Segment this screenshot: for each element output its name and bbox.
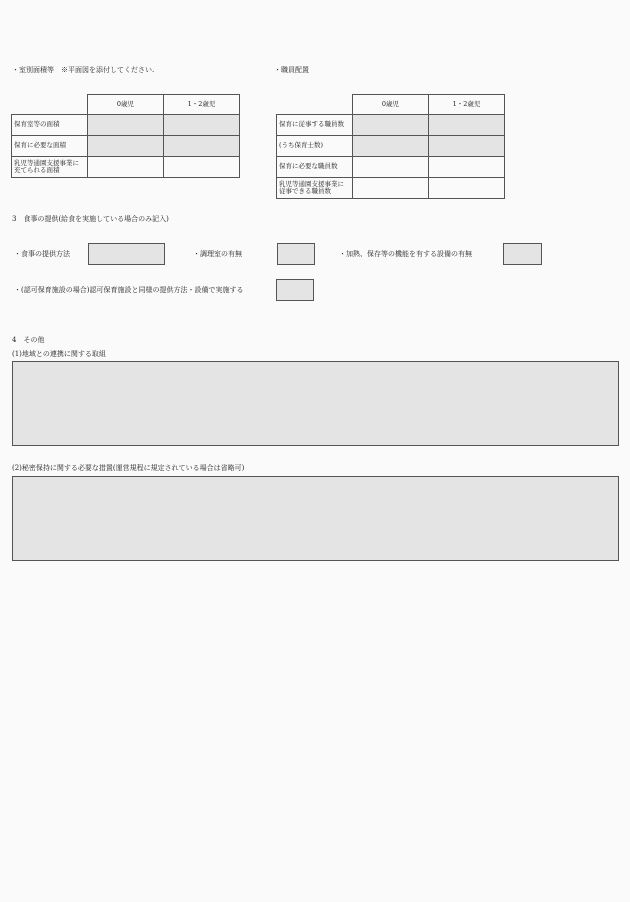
column-header-age0: 0歳児	[353, 95, 429, 115]
input-cell-support-staff-age12[interactable]	[429, 178, 505, 199]
meal-section-heading: 3 食事の提供(給食を実施している場合のみ記入)	[12, 215, 169, 223]
input-cell-room-area-age0[interactable]	[88, 115, 164, 136]
table-corner	[12, 95, 88, 115]
staff-section-heading: ・職員配置	[274, 66, 309, 74]
row-label-required-staff: 保育に必要な職員数	[277, 157, 353, 178]
staff-table	[276, 94, 505, 199]
row-label-support-area: 乳児等通園支援事業に充てられる面積	[12, 157, 88, 178]
meal-method-input[interactable]	[88, 243, 165, 265]
input-cell-nursery-teachers-age0[interactable]	[353, 136, 429, 157]
confidentiality-textarea[interactable]	[12, 476, 619, 561]
area-table	[11, 94, 240, 178]
community-cooperation-label: (1)地域との連携に関する取組	[12, 350, 106, 358]
area-section-heading: ・室別面積等 ※平面図を添付してください.	[12, 66, 155, 74]
certified-facility-input[interactable]	[276, 279, 314, 301]
input-cell-support-staff-age0[interactable]	[353, 178, 429, 199]
kitchen-label: ・調理室の有無	[193, 250, 242, 258]
input-cell-required-area-age12[interactable]	[164, 136, 240, 157]
table-corner	[277, 95, 353, 115]
row-label-required-area: 保育に必要な面積	[12, 136, 88, 157]
row-label-nursery-teachers: (うち保育士数)	[277, 136, 353, 157]
input-cell-nursery-teachers-age12[interactable]	[429, 136, 505, 157]
row-label-childcare-staff: 保育に従事する職員数	[277, 115, 353, 136]
input-cell-support-area-age12[interactable]	[164, 157, 240, 178]
input-cell-required-staff-age12[interactable]	[429, 157, 505, 178]
input-cell-required-area-age0[interactable]	[88, 136, 164, 157]
input-cell-support-area-age0[interactable]	[88, 157, 164, 178]
certified-facility-label: ・(認可保育施設の場合)認可保育施設と同様の提供方法・設備で実施する	[14, 286, 244, 294]
row-label-nursery-room-area: 保育室等の面積	[12, 115, 88, 136]
input-cell-room-area-age12[interactable]	[164, 115, 240, 136]
other-section-heading: 4 その他	[12, 336, 45, 344]
equipment-input[interactable]	[503, 243, 542, 265]
input-cell-required-staff-age0[interactable]	[353, 157, 429, 178]
input-cell-childcare-staff-age0[interactable]	[353, 115, 429, 136]
equipment-label: ・加熱、保存等の機能を有する設備の有無	[339, 250, 472, 258]
column-header-age12: 1・2歳児	[429, 95, 505, 115]
row-label-support-staff: 乳児等通園支援事業に従事できる職員数	[277, 178, 353, 199]
column-header-age0: 0歳児	[88, 95, 164, 115]
confidentiality-label: (2)秘密保持に関する必要な措置(運営規程に規定されている場合は省略可)	[12, 464, 245, 472]
kitchen-input[interactable]	[277, 243, 315, 265]
column-header-age12: 1・2歳児	[164, 95, 240, 115]
community-cooperation-textarea[interactable]	[12, 361, 619, 446]
meal-method-label: ・食事の提供方法	[14, 250, 70, 258]
input-cell-childcare-staff-age12[interactable]	[429, 115, 505, 136]
